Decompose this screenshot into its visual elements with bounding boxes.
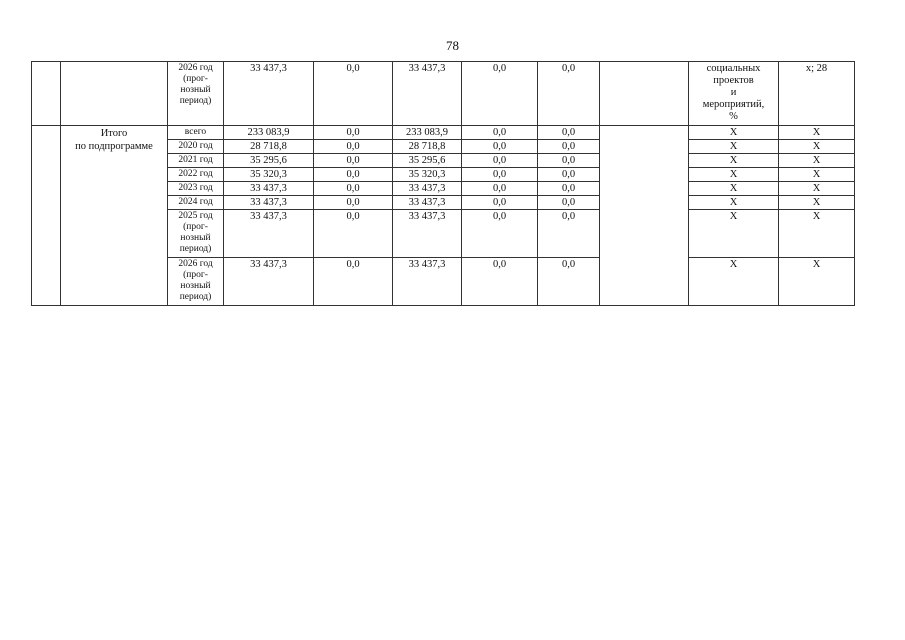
name-cell [61,62,168,126]
number-cell [32,62,61,126]
indicator-line: проектов [713,75,754,86]
label-line: Итого [100,128,128,139]
period-line: период) [179,292,212,302]
x-cell: X [779,168,855,182]
total-value-cell: 35 295,6 [224,154,314,168]
period-cell: 2024 год [168,196,224,210]
target-cell: x; 28 [779,62,855,126]
total-value-cell: 33 437,3 [224,196,314,210]
period-cell [168,210,224,258]
period-line: (прог- [183,222,208,232]
local-value-cell: 0,0 [462,258,538,306]
federal-value-cell: 0,0 [314,62,393,126]
total-value-cell: 28 718,8 [224,140,314,154]
executor-cell [600,126,689,306]
other-value-cell: 0,0 [538,126,600,140]
local-value-cell: 0,0 [462,196,538,210]
indicator-line: % [729,111,738,122]
period-line: (прог- [183,270,208,280]
indicator-cell [689,62,779,126]
period-line: 2026 год [178,259,213,269]
local-value-cell: 0,0 [462,182,538,196]
x-cell: X [689,168,779,182]
local-value-cell: 0,0 [462,126,538,140]
other-value-cell: 0,0 [538,154,600,168]
x-cell: X [779,258,855,306]
continued-row [32,62,855,126]
other-value-cell: 0,0 [538,182,600,196]
local-value-cell: 0,0 [462,168,538,182]
local-value-cell: 0,0 [462,210,538,258]
total-value-cell: 233 083,9 [224,126,314,140]
regional-value-cell: 33 437,3 [393,210,462,258]
subprogram-total-label [61,126,168,306]
period-line: нозный [180,281,211,291]
federal-value-cell: 0,0 [314,196,393,210]
label-line: по подпрограмме [75,141,153,152]
executor-cell [600,62,689,126]
period-line: 2025 год [178,211,213,221]
period-line: нозный [180,85,211,95]
period-cell: 2020 год [168,140,224,154]
x-cell: X [779,196,855,210]
total-value-cell: 33 437,3 [224,210,314,258]
regional-value-cell: 33 437,3 [393,258,462,306]
other-value-cell: 0,0 [538,140,600,154]
total-value-cell: 33 437,3 [224,62,314,126]
regional-value-cell: 33 437,3 [393,182,462,196]
period-cell: всего [168,126,224,140]
other-value-cell: 0,0 [538,258,600,306]
other-value-cell: 0,0 [538,62,600,126]
x-cell: X [689,140,779,154]
x-cell: X [689,258,779,306]
indicator-line: и [730,87,737,98]
x-cell: X [779,126,855,140]
total-value-cell: 33 437,3 [224,258,314,306]
total-value-cell: 35 320,3 [224,168,314,182]
period-line: (прог- [183,74,208,84]
regional-value-cell: 33 437,3 [393,62,462,126]
number-cell [32,126,61,306]
period-line: период) [179,96,212,106]
local-value-cell: 0,0 [462,62,538,126]
local-value-cell: 0,0 [462,154,538,168]
x-cell: X [689,126,779,140]
regional-value-cell: 233 083,9 [393,126,462,140]
budget-table [31,61,855,306]
regional-value-cell: 33 437,3 [393,196,462,210]
period-cell: 2021 год [168,154,224,168]
regional-value-cell: 35 295,6 [393,154,462,168]
federal-value-cell: 0,0 [314,126,393,140]
federal-value-cell: 0,0 [314,182,393,196]
federal-value-cell: 0,0 [314,140,393,154]
x-cell: X [779,210,855,258]
period-line: период) [179,244,212,254]
other-value-cell: 0,0 [538,168,600,182]
regional-value-cell: 28 718,8 [393,140,462,154]
x-cell: X [689,196,779,210]
period-cell [168,258,224,306]
federal-value-cell: 0,0 [314,210,393,258]
period-cell: 2023 год [168,182,224,196]
local-value-cell: 0,0 [462,140,538,154]
period-line: 2026 год [178,63,213,73]
x-cell: X [779,154,855,168]
period-cell: 2022 год [168,168,224,182]
period-cell [168,62,224,126]
indicator-line: мероприятий, [702,99,765,110]
period-line: нозный [180,233,211,243]
x-cell: X [779,182,855,196]
x-cell: X [689,154,779,168]
other-value-cell: 0,0 [538,196,600,210]
x-cell: X [689,182,779,196]
total-value-cell: 33 437,3 [224,182,314,196]
x-cell: X [779,140,855,154]
regional-value-cell: 35 320,3 [393,168,462,182]
total-row [32,126,855,140]
x-cell: X [689,210,779,258]
federal-value-cell: 0,0 [314,168,393,182]
federal-value-cell: 0,0 [314,258,393,306]
federal-value-cell: 0,0 [314,154,393,168]
other-value-cell: 0,0 [538,210,600,258]
page-number: 78 [446,38,459,53]
indicator-line: социальных [706,63,761,74]
